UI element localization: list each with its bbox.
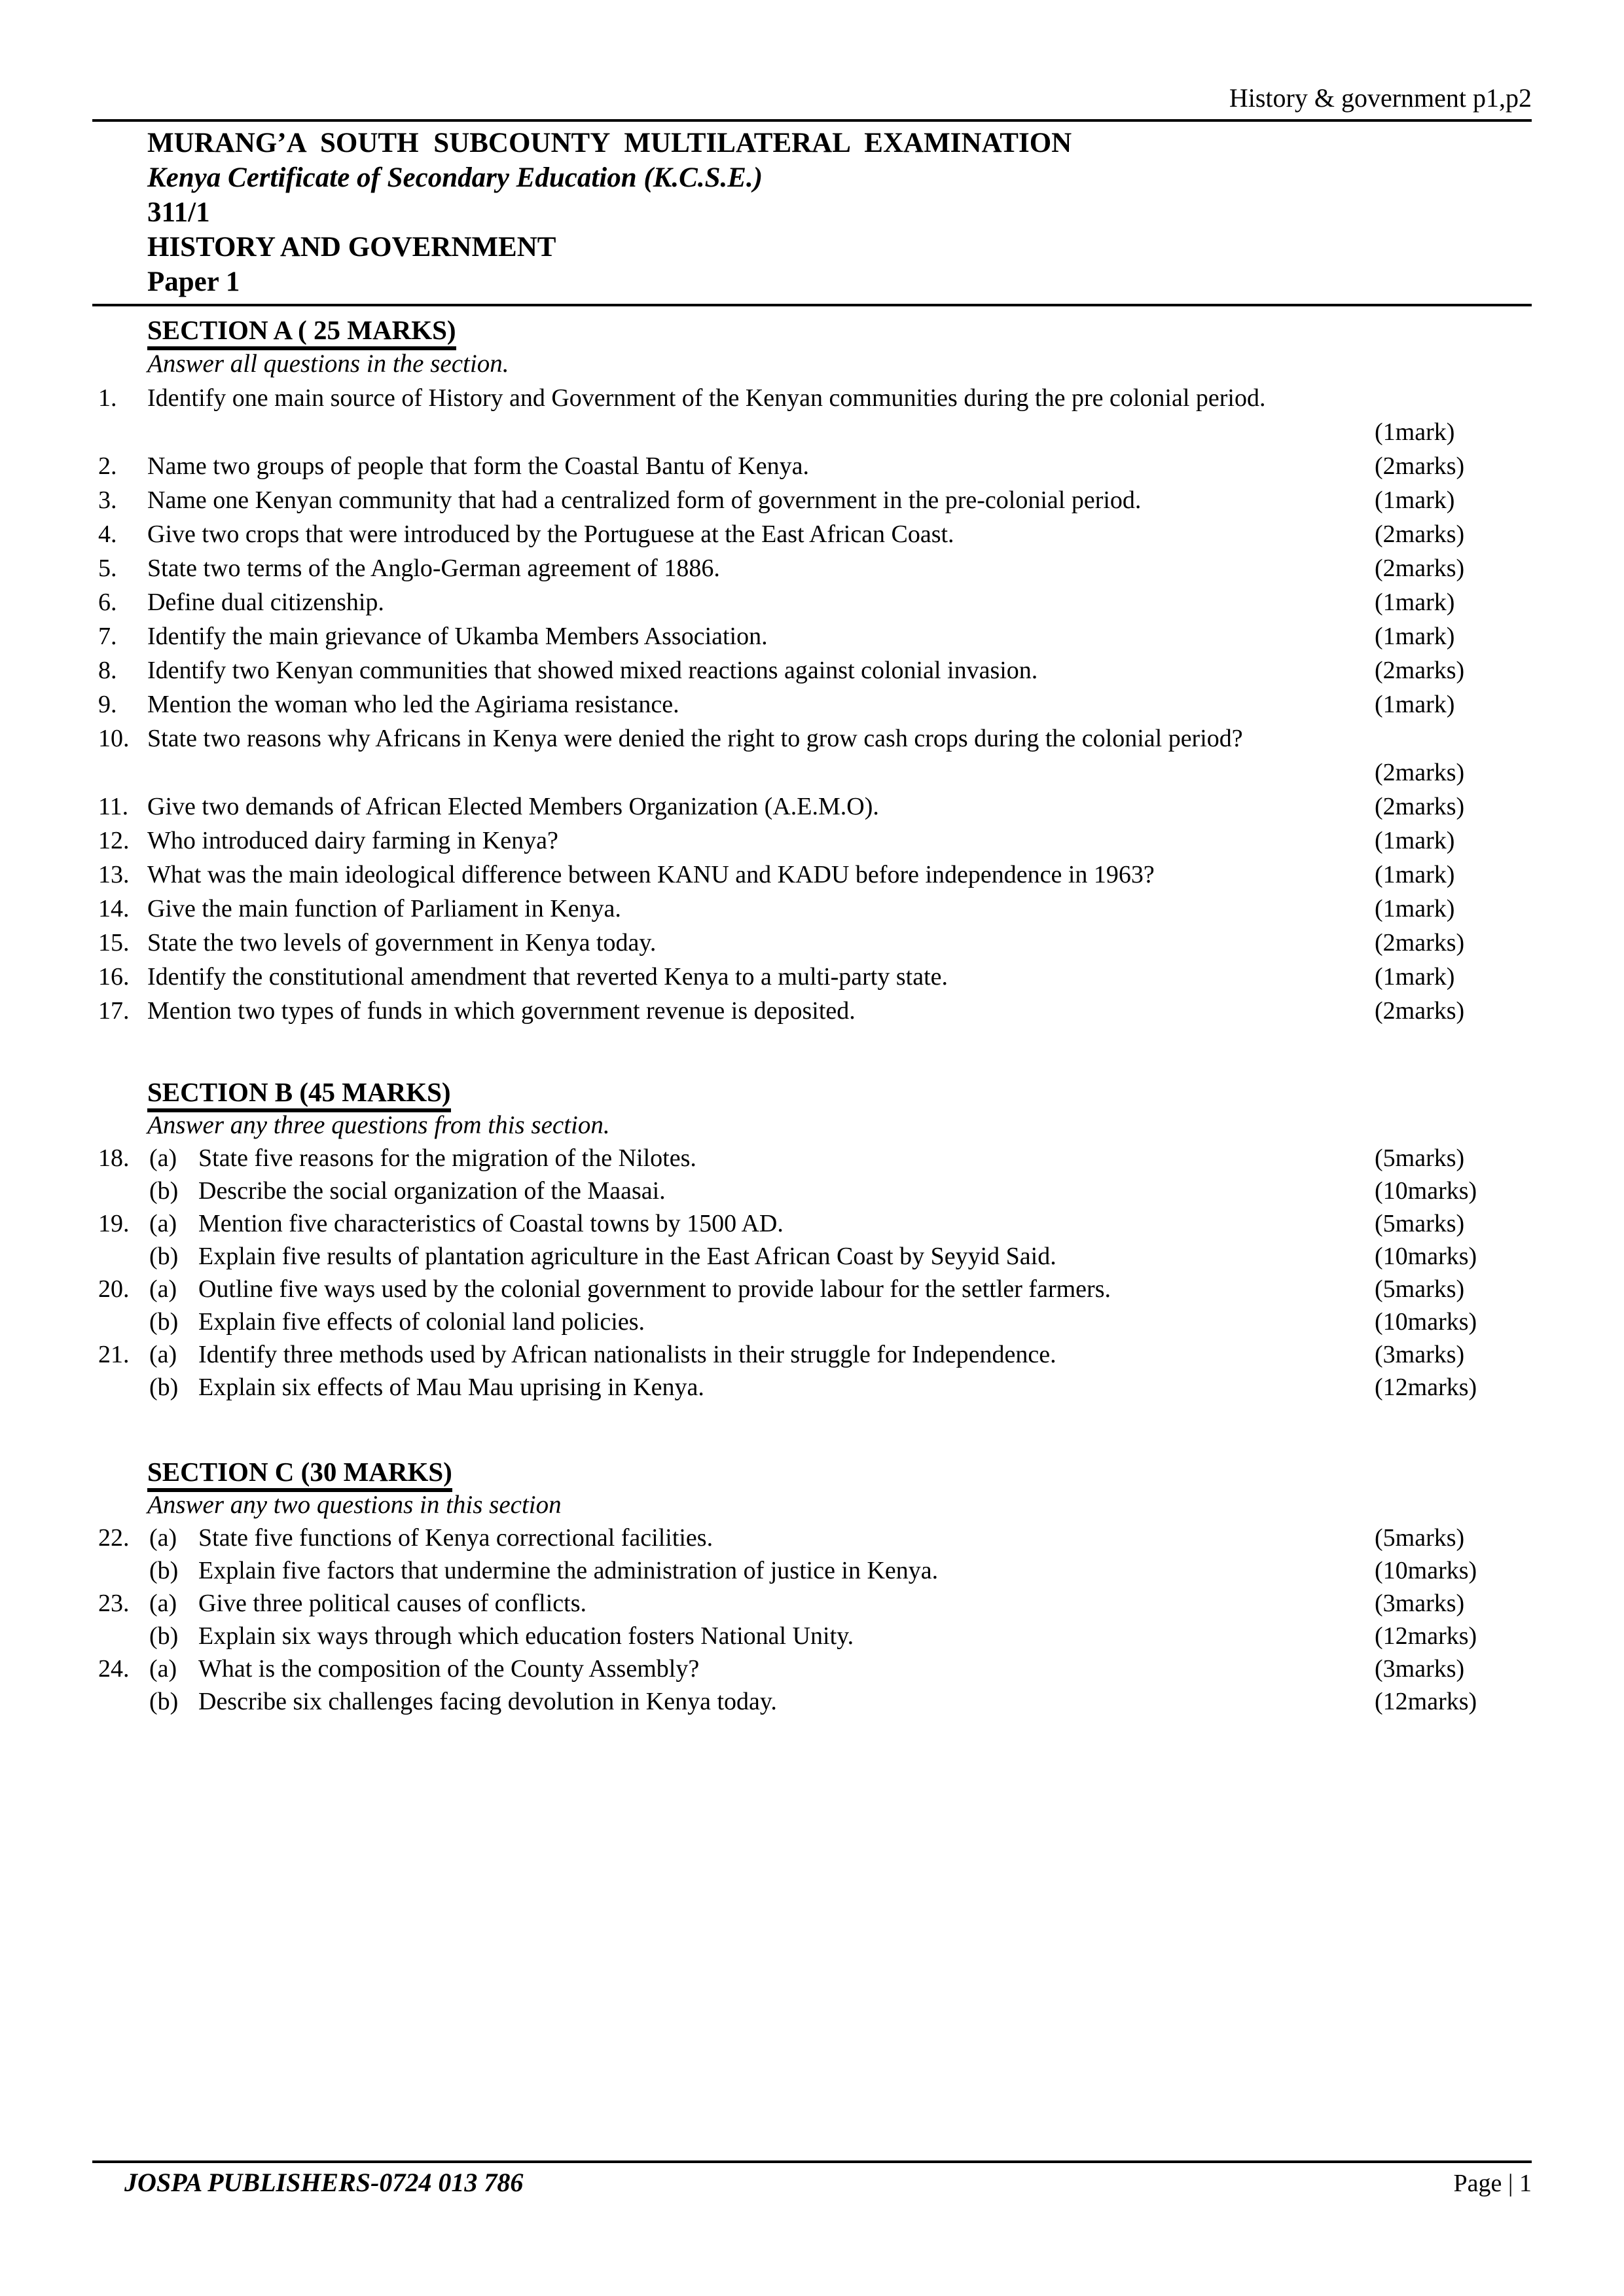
page-header-subject: History & government p1,p2 bbox=[1229, 83, 1532, 113]
question-part-row bbox=[98, 1652, 1532, 1685]
question-marks: (2marks) bbox=[1375, 452, 1465, 480]
question-text: Identify one main source of History and Government of the Kenyan communities during the pre colonial period. bbox=[147, 384, 1266, 412]
question-number: 13. bbox=[98, 861, 130, 888]
question-number: 19. bbox=[98, 1210, 130, 1237]
certificate-name: Kenya Certificate of Secondary Education (K.C.S.E.) bbox=[147, 162, 763, 193]
question-text: Give the main function of Parliament in Kenya. bbox=[147, 895, 621, 922]
question-marks-row bbox=[98, 415, 1532, 449]
question-row bbox=[98, 483, 1532, 517]
question-marks: (2marks) bbox=[1375, 520, 1465, 548]
part-label: (b) bbox=[149, 1243, 179, 1270]
question-text: Give two demands of African Elected Members Organization (A.E.M.O). bbox=[147, 793, 879, 820]
question-number: 2. bbox=[98, 452, 117, 480]
part-text: Explain five results of plantation agriculture in the East African Coast by Seyyid Said. bbox=[198, 1243, 1056, 1270]
question-row bbox=[98, 858, 1532, 892]
section-c-heading: SECTION C (30 MARKS) bbox=[147, 1455, 1532, 1489]
question-row bbox=[98, 449, 1532, 483]
title-block bbox=[147, 126, 1072, 299]
question-row bbox=[98, 926, 1532, 960]
question-marks-row bbox=[98, 756, 1532, 790]
part-marks: (3marks) bbox=[1375, 1590, 1465, 1617]
subject-name: HISTORY AND GOVERNMENT bbox=[147, 232, 556, 263]
part-text: Explain five factors that undermine the administration of justice in Kenya. bbox=[198, 1557, 939, 1584]
question-text: Name two groups of people that form the Coastal Bantu of Kenya. bbox=[147, 452, 809, 480]
question-text: State two reasons why Africans in Kenya were denied the right to grow cash crops during the colonial period? bbox=[147, 725, 1243, 752]
part-marks: (5marks) bbox=[1375, 1275, 1465, 1303]
paper-number: Paper 1 bbox=[147, 266, 240, 297]
question-number: 3. bbox=[98, 486, 117, 514]
question-marks: (2marks) bbox=[1375, 997, 1465, 1025]
question-number: 10. bbox=[98, 725, 130, 752]
part-label: (b) bbox=[149, 1622, 179, 1650]
question-row bbox=[98, 619, 1532, 653]
question-marks: (2marks) bbox=[1375, 929, 1465, 957]
part-text: Describe the social organization of the Maasai. bbox=[198, 1177, 666, 1205]
question-number: 14. bbox=[98, 895, 130, 922]
part-marks: (10marks) bbox=[1375, 1177, 1477, 1205]
question-part-row bbox=[98, 1338, 1532, 1371]
question-number: 17. bbox=[98, 997, 130, 1025]
question-part-row bbox=[98, 1175, 1532, 1207]
part-marks: (12marks) bbox=[1375, 1622, 1477, 1650]
part-text: Give three political causes of conflicts. bbox=[198, 1590, 587, 1617]
question-part-row bbox=[98, 1273, 1532, 1305]
question-part-row bbox=[98, 1685, 1532, 1718]
footer-page-number: Page | 1 bbox=[1453, 2170, 1532, 2197]
question-part-row bbox=[98, 1371, 1532, 1404]
part-marks: (5marks) bbox=[1375, 1524, 1465, 1552]
question-number: 12. bbox=[98, 827, 130, 854]
question-marks: (1mark) bbox=[1375, 623, 1455, 650]
question-part-row bbox=[98, 1240, 1532, 1273]
question-marks: (2marks) bbox=[1375, 759, 1465, 786]
question-row bbox=[98, 824, 1532, 858]
question-number: 23. bbox=[98, 1590, 130, 1617]
question-part-row bbox=[98, 1620, 1532, 1652]
question-row bbox=[98, 960, 1532, 994]
question-marks: (1mark) bbox=[1375, 486, 1455, 514]
question-row bbox=[98, 994, 1532, 1028]
question-number: 15. bbox=[98, 929, 130, 957]
section-b bbox=[98, 1075, 1532, 1404]
part-text: State five reasons for the migration of the Nilotes. bbox=[198, 1144, 696, 1172]
question-text: State the two levels of government in Kenya today. bbox=[147, 929, 657, 957]
part-marks: (5marks) bbox=[1375, 1144, 1465, 1172]
question-text: Identify the constitutional amendment that reverted Kenya to a multi-party state. bbox=[147, 963, 948, 991]
part-label: (a) bbox=[149, 1655, 177, 1683]
part-marks: (10marks) bbox=[1375, 1243, 1477, 1270]
question-text: State two terms of the Anglo-German agreement of 1886. bbox=[147, 555, 720, 582]
section-a-heading: SECTION A ( 25 MARKS) bbox=[147, 313, 1532, 347]
question-text: Mention the woman who led the Agiriama resistance. bbox=[147, 691, 679, 718]
footer-publisher: JOSPA PUBLISHERS-0724 013 786 bbox=[124, 2168, 524, 2197]
part-marks: (3marks) bbox=[1375, 1341, 1465, 1368]
question-row bbox=[98, 790, 1532, 824]
question-number: 9. bbox=[98, 691, 117, 718]
question-part-row bbox=[98, 1587, 1532, 1620]
part-text: Explain five effects of colonial land policies. bbox=[198, 1308, 645, 1336]
question-part-row bbox=[98, 1207, 1532, 1240]
question-number: 7. bbox=[98, 623, 117, 650]
part-text: Describe six challenges facing devolution in Kenya today. bbox=[198, 1688, 777, 1715]
question-number: 1. bbox=[98, 384, 117, 412]
section-b-heading: SECTION B (45 MARKS) bbox=[147, 1075, 1532, 1109]
part-label: (a) bbox=[149, 1590, 177, 1617]
part-marks: (10marks) bbox=[1375, 1557, 1477, 1584]
section-a bbox=[98, 313, 1532, 1028]
question-number: 8. bbox=[98, 657, 117, 684]
question-marks: (1mark) bbox=[1375, 895, 1455, 922]
part-marks: (12marks) bbox=[1375, 1374, 1477, 1401]
question-part-row bbox=[98, 1554, 1532, 1587]
header-divider-line bbox=[92, 119, 1532, 122]
part-label: (a) bbox=[149, 1341, 177, 1368]
title-divider-line bbox=[92, 304, 1532, 306]
part-label: (a) bbox=[149, 1275, 177, 1303]
question-marks: (1mark) bbox=[1375, 827, 1455, 854]
question-marks: (1mark) bbox=[1375, 963, 1455, 991]
exam-name: MURANG’A SOUTH SUBCOUNTY MULTILATERAL EXAMINATION bbox=[147, 128, 1072, 158]
footer-divider-line bbox=[92, 2160, 1532, 2163]
question-text: Mention two types of funds in which government revenue is deposited. bbox=[147, 997, 856, 1025]
question-text: Identify the main grievance of Ukamba Members Association. bbox=[147, 623, 768, 650]
question-row bbox=[98, 585, 1532, 619]
question-part-row bbox=[98, 1142, 1532, 1175]
part-text: Explain six ways through which education fosters National Unity. bbox=[198, 1622, 854, 1650]
question-number: 22. bbox=[98, 1524, 130, 1552]
question-marks: (1mark) bbox=[1375, 418, 1455, 446]
section-c bbox=[98, 1455, 1532, 1718]
question-part-row bbox=[98, 1305, 1532, 1338]
part-text: Identify three methods used by African nationalists in their struggle for Independence. bbox=[198, 1341, 1056, 1368]
question-marks: (1mark) bbox=[1375, 691, 1455, 718]
section-b-instruction: Answer any three questions from this section. bbox=[147, 1111, 610, 1139]
question-number: 6. bbox=[98, 589, 117, 616]
question-marks: (1mark) bbox=[1375, 861, 1455, 888]
part-marks: (5marks) bbox=[1375, 1210, 1465, 1237]
part-marks: (3marks) bbox=[1375, 1655, 1465, 1683]
question-row bbox=[98, 517, 1532, 551]
question-marks: (1mark) bbox=[1375, 589, 1455, 616]
section-c-instruction: Answer any two questions in this section bbox=[147, 1491, 562, 1519]
question-number: 21. bbox=[98, 1341, 130, 1368]
question-text: Define dual citizenship. bbox=[147, 589, 384, 616]
question-text: Name one Kenyan community that had a centralized form of government in the pre-colonial period. bbox=[147, 486, 1142, 514]
part-label: (b) bbox=[149, 1557, 179, 1584]
question-text: Identify two Kenyan communities that showed mixed reactions against colonial invasion. bbox=[147, 657, 1038, 684]
section-a-instruction: Answer all questions in the section. bbox=[147, 350, 509, 378]
question-text: What was the main ideological difference between KANU and KADU before independence in 1963? bbox=[147, 861, 1155, 888]
question-text: Give two crops that were introduced by the Portuguese at the East African Coast. bbox=[147, 520, 954, 548]
question-number: 16. bbox=[98, 963, 130, 991]
question-number: 4. bbox=[98, 520, 117, 548]
part-label: (b) bbox=[149, 1177, 179, 1205]
question-part-row bbox=[98, 1522, 1532, 1554]
part-text: State five functions of Kenya correctional facilities. bbox=[198, 1524, 713, 1552]
part-label: (b) bbox=[149, 1688, 179, 1715]
part-marks: (12marks) bbox=[1375, 1688, 1477, 1715]
part-label: (b) bbox=[149, 1308, 179, 1336]
question-text: Who introduced dairy farming in Kenya? bbox=[147, 827, 558, 854]
part-text: Mention five characteristics of Coastal towns by 1500 AD. bbox=[198, 1210, 784, 1237]
part-text: Explain six effects of Mau Mau uprising in Kenya. bbox=[198, 1374, 704, 1401]
part-label: (b) bbox=[149, 1374, 179, 1401]
question-row bbox=[98, 721, 1532, 756]
part-marks: (10marks) bbox=[1375, 1308, 1477, 1336]
question-row bbox=[98, 551, 1532, 585]
question-row bbox=[98, 653, 1532, 687]
part-text: What is the composition of the County Assembly? bbox=[198, 1655, 700, 1683]
question-marks: (2marks) bbox=[1375, 793, 1465, 820]
part-text: Outline five ways used by the colonial government to provide labour for the settler farmers. bbox=[198, 1275, 1111, 1303]
question-number: 11. bbox=[98, 793, 129, 820]
question-row bbox=[98, 381, 1532, 415]
question-number: 18. bbox=[98, 1144, 130, 1172]
question-number: 20. bbox=[98, 1275, 130, 1303]
question-number: 24. bbox=[98, 1655, 130, 1683]
question-marks: (2marks) bbox=[1375, 555, 1465, 582]
part-label: (a) bbox=[149, 1524, 177, 1552]
question-row bbox=[98, 892, 1532, 926]
paper-code: 311/1 bbox=[147, 197, 210, 228]
part-label: (a) bbox=[149, 1144, 177, 1172]
question-row bbox=[98, 687, 1532, 721]
question-number: 5. bbox=[98, 555, 117, 582]
question-marks: (2marks) bbox=[1375, 657, 1465, 684]
part-label: (a) bbox=[149, 1210, 177, 1237]
